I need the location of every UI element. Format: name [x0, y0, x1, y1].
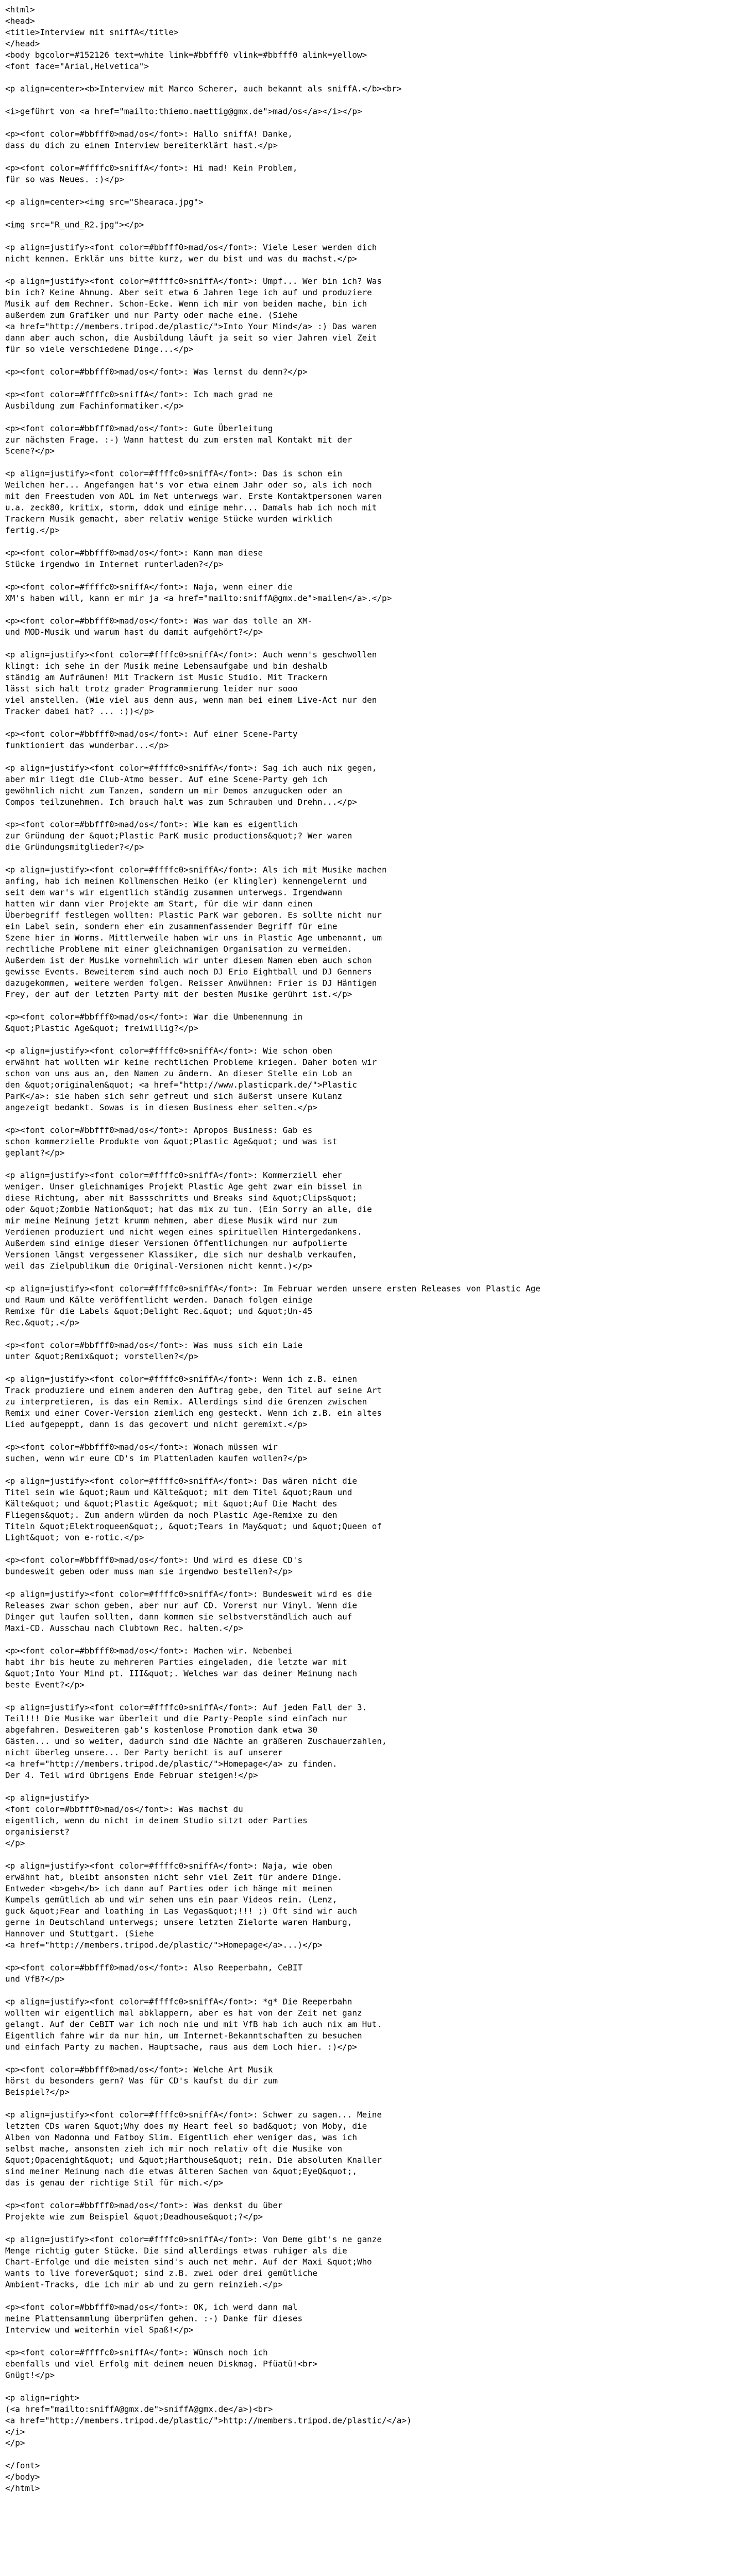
source-line: Rec.&quot;.</p> — [5, 1317, 80, 1328]
blank-line — [5, 2336, 741, 2347]
source-line: <p align=justify><font color=#ffffc0>sniffA</font>: Im Februar werden unsere ersten Releases von Plastic Age — [5, 1283, 541, 1294]
blank-line — [5, 1781, 741, 1792]
source-line: </head> — [5, 38, 40, 48]
source-line: <p><font color=#ffffc0>sniffA</font>: Naja, wenn einer die — [5, 582, 293, 592]
source-line: &quot;Opacenight&quot; und &quot;Harthouse&quot; rein. Die absoluten Knaller — [5, 2155, 382, 2165]
source-line: eigentlich, wenn du nicht in deinem Studio sitzt oder Parties — [5, 1815, 308, 1825]
source-line: <p><font color=#bbfff0>mad/os</font>: Welche Art Musik — [5, 2064, 273, 2075]
source-line: &quot;Plastic Age&quot; freiwillig?</p> — [5, 1023, 199, 1033]
blank-line — [5, 151, 741, 163]
source-line: und einfach Party zu machen. Hauptsache, raus aus dem Loch hier. :)</p> — [5, 2042, 357, 2052]
source-line: und VfB?</p> — [5, 1974, 65, 1984]
source-line: Projekte wie zum Beispiel &quot;Deadhouse&quot;?</p> — [5, 2211, 263, 2222]
source-line: </p> — [5, 1838, 25, 1848]
source-line: zur Gründung der &quot;Plastic ParK music productions&quot;? Wer waren — [5, 831, 352, 841]
source-line: sind meiner Meinung nach die etwas älteren Sachen von &quot;EyeQ&quot;, — [5, 2166, 357, 2176]
blank-line — [5, 185, 741, 196]
source-line: Eigentlich fahre wir da nur hin, um Internet-Bekanntschaften zu besuchen — [5, 2030, 362, 2041]
source-line: XM's haben will, kann er mir ja <a href="mailto:sniffA@gmx.de">mailen</a>.</p> — [5, 593, 392, 603]
source-line: funktioniert das wunderbar...</p> — [5, 740, 169, 750]
source-line: erwähnt hat, bleibt ansonsten nicht sehr viel Zeit für andere Dinge. — [5, 1872, 343, 1882]
source-line: </html> — [5, 2483, 40, 2494]
source-line: seit dem war's wir eigentlich ständig zusammen unterwegs. Irgendwann — [5, 887, 343, 897]
source-line: <p align=justify><font color=#ffffc0>sniffA</font>: Auf jeden Fall der 3. — [5, 1702, 367, 1713]
source-line: <p align=justify><font color=#ffffc0>sniffA</font>: Als ich mit Musike machen — [5, 865, 387, 875]
source-line: <a href="http://members.tripod.de/plastic/">Homepage</a>...)</p> — [5, 1940, 323, 1950]
source-line: den &quot;originalen&quot; <a href="http://www.plasticpark.de/">Plastic — [5, 1080, 357, 1090]
blank-line — [5, 1362, 741, 1374]
source-line: <i>geführt von <a href="mailto:thiemo.maettig@gmx.de">mad/os</a></i></p> — [5, 106, 362, 116]
source-line: <p align=justify><font color=#ffffc0>sniffA</font>: Von Deme gibt's ne ganze — [5, 2234, 382, 2244]
source-line: rechtliche Probleme mit einer gleichnamigen Organisation zu vermeiden. — [5, 944, 352, 954]
blank-line — [5, 1464, 741, 1476]
source-line: <p align=justify><font color=#ffffc0>sniffA</font>: Sag ich auch nix gegen, — [5, 762, 377, 773]
source-line: klingt: ich sehe in der Musik meine Lebensaufgabe und bin deshalb — [5, 661, 328, 671]
blank-line — [5, 1951, 741, 1962]
source-line: <p align=justify><font color=#ffffc0>sniffA</font>: Auch wenn's geschwollen — [5, 650, 377, 660]
source-line: weniger. Unser gleichnamiges Projekt Plastic Age geht zwar ein bissel in — [5, 1181, 362, 1192]
source-line: Versionen längst vergessener Klassiker, die sich nur deshalb verkaufen, — [5, 1249, 357, 1260]
source-line: ParK</a>: sie haben sich sehr gefreut und sich äußerst unsere Kulanz — [5, 1091, 343, 1101]
source-line: <p><font color=#bbfff0>mad/os</font>: Wonach müssen wir — [5, 1442, 278, 1452]
source-line: <p><font color=#bbfff0>mad/os</font>: Was denkst du über — [5, 2200, 283, 2210]
blank-line — [5, 853, 741, 865]
source-line: selbst mache, ansonsten zieh ich mir noch relativ oft die Musike von — [5, 2144, 343, 2154]
source-line: angezeigt bedankt. Sowas is in diesen Business eher selten.</p> — [5, 1102, 317, 1112]
source-line: Remixe für die Labels &quot;Delight Rec.&quot; und &quot;Un-45 — [5, 1306, 313, 1316]
source-line: Maxi-CD. Ausschau nach Clubtown Rec. halten.</p> — [5, 1623, 243, 1633]
source-line: und Raum und Kälte veröffentlicht werden. Danach folgen einige — [5, 1295, 313, 1305]
source-line: dass du dich zu einem Interview bereiterklärt hast.</p> — [5, 140, 278, 150]
source-line: letzten CDs waren &quot;Why does my Heart feel so bad&quot; von Moby, die — [5, 2121, 367, 2131]
source-line: Lied aufgepeppt, dann is das gecovert und nicht geremixt.</p> — [5, 1419, 308, 1430]
blank-line — [5, 1328, 741, 1340]
source-line: <p align=justify> — [5, 1793, 90, 1803]
source-line: Dinger gut laufen sollten, dann kommen sie selbstverständlich auch auf — [5, 1612, 352, 1622]
blank-line — [5, 95, 741, 106]
source-line: hatten wir dann vier Projekte am Start, für die wir dann einen — [5, 899, 313, 909]
source-line: Titel sein wie &quot;Raum und Kälte&quot; mit dem Titel &quot;Raum und — [5, 1487, 352, 1497]
source-line: gewöhnlich nicht zum Tanzen, sondern um mir Demos anzugucken oder an — [5, 785, 343, 795]
source-line: <p><font color=#bbfff0>mad/os</font>: Auf einer Scene-Party — [5, 728, 298, 739]
source-line: habt ihr bis heute zu mehreren Parties eingeladen, die letzte war mit — [5, 1657, 347, 1667]
source-line: Track produziere und einem anderen den Auftrag gebe, den Titel auf seine Art — [5, 1385, 382, 1396]
source-line: wollten wir eigentlich mal abklappern, aber es hat von der Zeit net ganz — [5, 2008, 362, 2018]
source-line: wants to live forever&quot; sind z.B. zwei oder drei gemütliche — [5, 2268, 317, 2278]
source-line: Remix und einer Cover-Version ziemlich eng gesteckt. Wenn ich z.B. ein altes — [5, 1408, 382, 1418]
source-line: ebenfalls und viel Erfolg mit deinem neuen Diskmag. Pfüatü!<br> — [5, 2359, 317, 2369]
blank-line — [5, 751, 741, 762]
source-line: Titeln &quot;Elektroqueen&quot;, &quot;Tears in May&quot; und &quot;Queen of — [5, 1521, 382, 1531]
blank-line — [5, 604, 741, 615]
source-line: <p><font color=#ffffc0>sniffA</font>: Wünsch noch ich — [5, 2347, 268, 2358]
source-line: zur nächsten Frage. :-) Wann hattest du zum ersten mal Kontakt mit der — [5, 434, 352, 445]
source-line: <p><font color=#bbfff0>mad/os</font>: Apropos Business: Gab es — [5, 1125, 313, 1135]
blank-line — [5, 2291, 741, 2302]
blank-line — [5, 1034, 741, 1045]
blank-line — [5, 117, 741, 129]
source-line: dazugekommen, weitere werden folgen. Reisser Anwühnen: Frier is DJ Häntigen — [5, 978, 377, 988]
source-line: Ambient-Tracks, die ich mir ab und zu gern reinzieh.</p> — [5, 2279, 283, 2290]
source-line: <p align=justify><font color=#ffffc0>sniffA</font>: Wie schon oben — [5, 1046, 332, 1056]
source-line: Außerdem sind einige dieser Versionen öffentlichungen nur aufpolierte — [5, 1238, 347, 1248]
source-line: Chart-Erfolge und die meisten sind's auch net mehr. Auf der Maxi &quot;Who — [5, 2257, 372, 2267]
source-line: suchen, wenn wir eure CD's im Plattenladen kaufen wollen?</p> — [5, 1453, 308, 1463]
source-line: <p><font color=#bbfff0>mad/os</font>: Hallo sniffA! Danke, — [5, 129, 293, 139]
source-line: <html> — [5, 4, 35, 14]
source-line: <font color=#bbfff0>mad/os</font>: Was machst du — [5, 1804, 243, 1814]
source-line: Kälte&quot; und &quot;Plastic Age&quot; mit &quot;Auf Die Macht des — [5, 1498, 338, 1509]
source-line: lässt sich halt trotz grader Programmierung leider nur sooo — [5, 684, 298, 694]
source-line: Scene?</p> — [5, 446, 55, 456]
source-line: Stücke irgendwo im Internet runterladen?</p> — [5, 559, 224, 569]
source-line: </i> — [5, 2427, 25, 2437]
source-line: Alben von Madonna und Fatboy Slim. Eigentlich eher weniger das, was ich — [5, 2132, 357, 2143]
source-line: <p><font color=#bbfff0>mad/os</font>: Was war das tolle an XM- — [5, 616, 313, 626]
source-line: <p align=justify><font color=#ffffc0>sniffA</font>: *g* Die Reeperbahn — [5, 1996, 352, 2007]
blank-line — [5, 72, 741, 83]
source-line: <p align=justify><font color=#ffffc0>sniffA</font>: Das is schon ein — [5, 468, 343, 479]
source-line: unter &quot;Remix&quot; vorstellen?</p> — [5, 1351, 199, 1362]
source-line: <p><font color=#bbfff0>mad/os</font>: Was muss sich ein Laie — [5, 1340, 303, 1350]
source-line: diese Richtung, aber mit Bassschritts und Breaks sind &quot;Clips&quot; — [5, 1193, 357, 1203]
source-line: <p><font color=#ffffc0>sniffA</font>: Ich mach grad ne — [5, 389, 273, 399]
blank-line — [5, 536, 741, 548]
source-line: Interview und weiterhin viel Spaß!</p> — [5, 2325, 194, 2335]
blank-line — [5, 2223, 741, 2234]
blank-line — [5, 1000, 741, 1011]
blank-line — [5, 1544, 741, 1555]
blank-line — [5, 412, 741, 423]
source-line: <p><font color=#bbfff0>mad/os</font>: Und wird es diese CD's — [5, 1555, 303, 1565]
source-line: Releases zwar schon geben, aber nur auf CD. Vorerst nur Vinyl. Wenn die — [5, 1600, 357, 1611]
blank-line — [5, 457, 741, 468]
source-line: Weilchen her... Angefangen hat's vor etwa einem Jahr oder so, als ich noch — [5, 480, 372, 490]
source-line: Ausbildung zum Fachinformatiker.</p> — [5, 400, 184, 411]
source-line: dann aber auch schon, die Ausbildung läuft ja seit so vier Jahren viel Zeit — [5, 333, 377, 343]
source-line: <p><font color=#bbfff0>mad/os</font>: Was lernst du denn?</p> — [5, 366, 308, 377]
source-line: <title>Interview mit sniffA</title> — [5, 27, 179, 37]
source-line: <p><font color=#bbfff0>mad/os</font>: War die Umbenennung in — [5, 1012, 303, 1022]
source-line: aber mir liegt die Club-Atmo besser. Auf eine Scene-Party geh ich — [5, 774, 328, 784]
source-line: hörst du besonders gern? Was für CD's kaufst du dir zum — [5, 2076, 278, 2086]
source-line: geplant?</p> — [5, 1147, 65, 1158]
source-line: <p><font color=#bbfff0>mad/os</font>: OK, ich werd dann mal — [5, 2302, 298, 2312]
source-line: zu interpretieren, is das ein Remix. Allerdings sind die Grenzen zwischen — [5, 1397, 367, 1407]
source-line: viel anstellen. (Wie viel aus denn aus, wenn man bei einem Live-Act nur den — [5, 695, 377, 705]
blank-line — [5, 570, 741, 581]
source-line: Teil!!! Die Musike war überleit und die Party-People sind einfach nur — [5, 1714, 347, 1724]
source-line: außerdem zum Grafiker und nur Party oder mache eine. (Siehe — [5, 310, 298, 320]
source-line: <p><font color=#bbfff0>mad/os</font>: Wie kam es eigentlich — [5, 819, 298, 829]
source-line: Verdienen produziert und nicht wegen eines spirituellen Hintergedankens. — [5, 1227, 362, 1237]
source-line: fertig.</p> — [5, 525, 60, 535]
source-line: nicht kennen. Erklär uns bitte kurz, wer du bist und was du machst.</p> — [5, 253, 357, 264]
source-line: organisierst? — [5, 1826, 70, 1837]
blank-line — [5, 1690, 741, 1702]
blank-line — [5, 1985, 741, 1996]
source-line: schon kommerzielle Produkte von &quot;Plastic Age&quot; und was ist — [5, 1136, 338, 1146]
source-line: Hannover und Stuttgart. (Siehe — [5, 1928, 154, 1939]
source-line: <p align=center><b>Interview mit Marco Scherer, auch bekannt als sniffA.</b><br> — [5, 83, 402, 94]
blank-line — [5, 1634, 741, 1645]
source-line: abgefahren. Desweiteren gab's kostenlose Promotion dank etwa 30 — [5, 1725, 317, 1735]
source-line: <p><font color=#ffffc0>sniffA</font>: Hi mad! Kein Problem, — [5, 163, 298, 173]
source-line: Kumpels gemütlich ab und wir sehen uns ein paar Videos rein. (Lenz, — [5, 1894, 338, 1905]
blank-line — [5, 2053, 741, 2064]
source-line: <p><font color=#bbfff0>mad/os</font>: Machen wir. Nebenbei — [5, 1646, 293, 1656]
source-line: <p align=center><img src="Shearaca.jpg"> — [5, 197, 204, 207]
source-line: Szene hier in Worms. Mittlerweile haben wir uns in Plastic Age umbenannt, um — [5, 933, 382, 943]
source-line: u.a. zeck80, kritix, storm, ddok und einige mehr... Damals hab ich noch mit — [5, 502, 377, 513]
source-line: Fliegens&quot;. Zum andern würden da noch Plastic Age-Remixe zu den — [5, 1510, 338, 1520]
source-line: Außerdem ist der Musike vornehmlich wir unter diesem Namen eben auch schon — [5, 955, 372, 965]
source-line: </p> — [5, 2438, 25, 2448]
source-line: die Gründungsmitglieder?</p> — [5, 842, 144, 852]
source-line: mir meine Meinung jetzt krumm nehmen, aber diese Musik wird nur zum — [5, 1215, 338, 1226]
source-line: oder &quot;Zombie Nation&quot; hat das mix zu tun. (Ein Sorry an alle, die — [5, 1204, 372, 1214]
source-line: <head> — [5, 15, 35, 26]
blank-line — [5, 230, 741, 242]
blank-line — [5, 264, 741, 276]
source-line: nicht überleg unsere... Der Party bericht is auf unserer — [5, 1748, 283, 1758]
source-line: <p align=justify><font color=#ffffc0>sniffA</font>: Schwer zu sagen... Meine — [5, 2110, 382, 2120]
source-line: </font> — [5, 2461, 40, 2471]
blank-line — [5, 1272, 741, 1283]
source-line: Trackern Musik gemacht, aber relativ wenige Stücke wurden wirklich — [5, 514, 332, 524]
source-line: <p><font color=#bbfff0>mad/os</font>: Gute Überleitung — [5, 423, 273, 433]
source-line: Compos teilzunehmen. Ich brauch halt was zum Schrauben und Drehn...</p> — [5, 796, 357, 807]
blank-line — [5, 1113, 741, 1125]
blank-line — [5, 1430, 741, 1442]
source-line: <p align=justify><font color=#ffffc0>sniffA</font>: Umpf... Wer bin ich? Was — [5, 276, 382, 286]
source-line: &quot;Into Your Mind pt. III&quot;. Welches war das deiner Meinung nach — [5, 1668, 357, 1679]
source-line: <p align=justify><font color=#ffffc0>sniffA</font>: Wenn ich z.B. einen — [5, 1374, 357, 1384]
source-line: <p align=justify><font color=#ffffc0>sniffA</font>: Bundesweit wird es die — [5, 1589, 372, 1599]
blank-line — [5, 638, 741, 649]
blank-line — [5, 2189, 741, 2200]
blank-line — [5, 1159, 741, 1170]
source-line: Musik auf dem Rechner. Schon-Ecke. Wenn ich mir von beiden mache, bin ich — [5, 299, 367, 309]
source-line: Entweder <b>geh</b> ich dann auf Parties oder ich hänge mit meinen — [5, 1883, 332, 1893]
source-line: Überbegriff festlegen wollten: Plastic ParK war geboren. Es sollte nicht nur — [5, 910, 382, 920]
source-line: mit den Freestuden vom AOL im Net unterwegs war. Erste Kontaktpersonen waren — [5, 491, 382, 501]
source-line: schon von uns aus an, den Namen zu ändern. An dieser Stelle ein Lob an — [5, 1069, 352, 1079]
source-line: Menge richtig guter Stücke. Die sind allerdings etwas ruhiger als die — [5, 2245, 347, 2256]
blank-line — [5, 1578, 741, 1589]
source-line: Frey, der auf der letzten Party mit der besten Musike gerührt ist.</p> — [5, 989, 352, 999]
source-line: guck &quot;Fear and loathing in Las Vegas&quot;!!! ;) Oft sind wir auch — [5, 1906, 357, 1916]
source-line: <p align=right> — [5, 2393, 80, 2403]
source-line: für so viele verschiedene Dinge...</p> — [5, 344, 194, 354]
source-line: gerne in Deutschland unterwegs; unsere letzten Zielorte waren Hamburg, — [5, 1917, 352, 1927]
source-line: ständig am Aufräumen! Mit Trackern ist Music Studio. Mit Trackern — [5, 672, 328, 683]
source-line: ein Label sein, sondern eher ein zusammenfassender Begriff für eine — [5, 921, 338, 931]
source-line: <img src="R_und_R2.jpg"></p> — [5, 219, 144, 230]
source-line: Tracker dabei hat? ... :))</p> — [5, 706, 154, 717]
blank-line — [5, 1849, 741, 1860]
source-line: <a href="http://members.tripod.de/plastic/">http://members.tripod.de/plastic/</a>) — [5, 2415, 412, 2426]
blank-line — [5, 2098, 741, 2109]
source-line: (<a href="mailto:sniffA@gmx.de">sniffA@gmx.de</a>)<br> — [5, 2404, 273, 2414]
source-line: <p><font color=#bbfff0>mad/os</font>: Also Reeperbahn, CeBIT — [5, 1962, 303, 1973]
source-line: meine Plattensammlung überprüfen gehen. :-) Danke für dieses — [5, 2313, 303, 2324]
blank-line — [5, 208, 741, 219]
source-line: <p align=justify><font color=#ffffc0>sniffA</font>: Kommerziell eher — [5, 1170, 343, 1180]
source-line: weil das Zielpublikum die Original-Versionen nicht kennt.)</p> — [5, 1261, 313, 1271]
source-line: gewisse Events. Beweiterem sind auch noch DJ Erio Eightball und DJ Genners — [5, 967, 372, 977]
source-line: bundesweit geben oder muss man sie irgendwo bestellen?</p> — [5, 1566, 293, 1577]
source-line: <font face="Arial,Helvetica"> — [5, 61, 149, 71]
source-line: Gnügt!</p> — [5, 2370, 55, 2380]
source-line: bin ich? Keine Ahnung. Aber seit etwa 6 Jahren lege ich auf und produziere — [5, 287, 372, 298]
source-line: <p align=justify><font color=#ffffc0>sniffA</font>: Naja, wie oben — [5, 1860, 332, 1871]
blank-line — [5, 355, 741, 366]
source-line: gelangt. Auf der CeBIT war ich noch nie und mit VfB hab ich auch nix am Hut. — [5, 2019, 382, 2029]
blank-line — [5, 378, 741, 389]
blank-line — [5, 808, 741, 819]
source-line: und MOD-Musik und warum hast du damit aufgehört?</p> — [5, 627, 263, 637]
source-line: <p align=justify><font color=#bbfff0>mad/os</font>: Viele Leser werden dich — [5, 242, 377, 252]
source-line: </body> — [5, 2472, 40, 2482]
source-line: <body bgcolor=#152126 text=white link=#bbfff0 vlink=#bbfff0 alink=yellow> — [5, 49, 367, 60]
source-line: für so was Neues. :)</p> — [5, 174, 124, 184]
source-line: beste Event?</p> — [5, 1680, 85, 1690]
source-line: Der 4. Teil wird übrigens Ende Februar steigen!</p> — [5, 1770, 258, 1781]
source-line: das is genau der richtige Stil für mich.</p> — [5, 2177, 224, 2188]
blank-line — [5, 2381, 741, 2392]
source-line: erwähnt hat wollten wir keine rechtlichen Probleme kriegen. Daher boten wir — [5, 1057, 377, 1067]
source-line: <a href="http://members.tripod.de/plastic/">Homepage</a> zu finden. — [5, 1759, 338, 1769]
blank-line — [5, 717, 741, 728]
source-line: <p align=justify><font color=#ffffc0>sniffA</font>: Das wären nicht die — [5, 1476, 357, 1486]
source-line: Gästen... und so weiter, dadurch sind die Nächte an gräßeren Zuschauerzahlen, — [5, 1736, 387, 1747]
source-line: Beispiel?</p> — [5, 2087, 70, 2097]
source-line: <a href="http://members.tripod.de/plastic/">Into Your Mind</a> :) Das waren — [5, 321, 377, 332]
source-line: <p><font color=#bbfff0>mad/os</font>: Kann man diese — [5, 548, 263, 558]
source-line: anfing, hab ich meinen Kollmenschen Heiko (er klingler) kennengelernt und — [5, 876, 367, 886]
source-line: Light&quot; von e-rotic.</p> — [5, 1532, 144, 1543]
blank-line — [5, 2449, 741, 2460]
